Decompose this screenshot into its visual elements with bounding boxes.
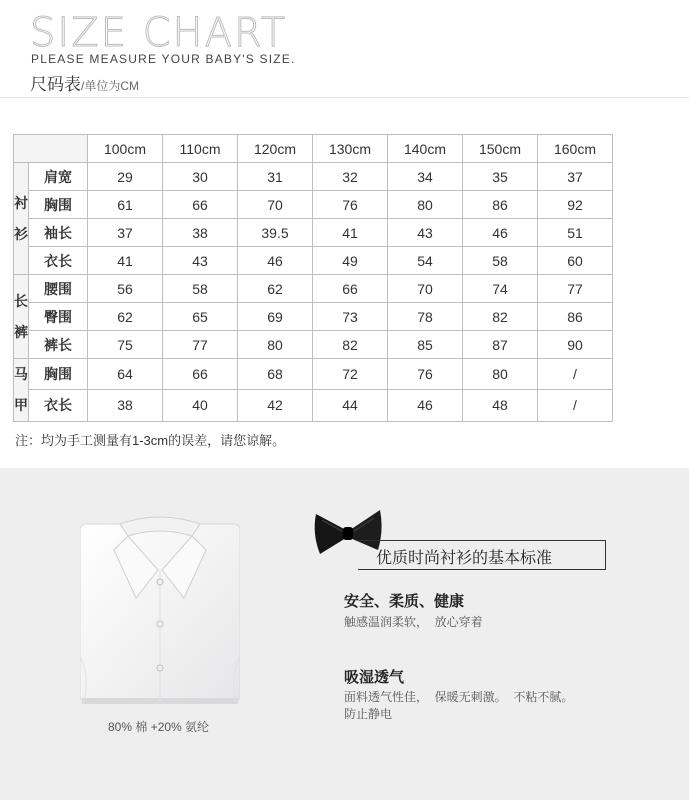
table-corner-cell — [14, 135, 88, 163]
table-header-row — [14, 135, 613, 163]
table-cell: 86 — [538, 303, 613, 331]
table-cell: 39.5 — [238, 219, 313, 247]
column-header: 160cm — [538, 135, 613, 163]
table-cell: 29 — [88, 163, 163, 191]
feature-1-desc: 触感温润柔软， 放心穿着 — [344, 615, 483, 629]
group-label-char: 长 — [14, 292, 28, 309]
table-cell: 73 — [313, 303, 388, 331]
row-label: 袖长 — [29, 219, 88, 247]
group-label-char: 衬 — [14, 194, 28, 211]
table-cell: 41 — [88, 247, 163, 275]
table-cell: 80 — [238, 331, 313, 359]
table-cell: 40 — [163, 390, 238, 421]
group-label — [14, 359, 29, 422]
table-row — [14, 331, 613, 359]
table-cell: 62 — [88, 303, 163, 331]
size-chart-cn-title — [30, 70, 139, 95]
table-cell: 92 — [538, 191, 613, 219]
white-shirt-icon — [80, 506, 240, 704]
table-cell: 61 — [88, 191, 163, 219]
row-label: 肩宽 — [29, 163, 88, 191]
table-cell: 30 — [163, 163, 238, 191]
table-cell: 49 — [313, 247, 388, 275]
table-cell: 78 — [388, 303, 463, 331]
row-label: 腰围 — [29, 275, 88, 303]
group-label — [14, 163, 29, 275]
table-cell: 34 — [388, 163, 463, 191]
table-row — [14, 191, 613, 219]
table-cell: 68 — [238, 359, 313, 390]
table-cell: 46 — [238, 247, 313, 275]
column-header: 110cm — [163, 135, 238, 163]
row-label: 臀围 — [29, 303, 88, 331]
table-cell: 31 — [238, 163, 313, 191]
table-cell: 87 — [463, 331, 538, 359]
table-cell: 38 — [88, 390, 163, 421]
table-row — [14, 359, 613, 390]
table-cell: 48 — [463, 390, 538, 421]
standard-title: 优质时尚衬衫的基本标准 — [376, 550, 553, 567]
table-row — [14, 303, 613, 331]
table-cell: 66 — [163, 191, 238, 219]
column-header: 130cm — [313, 135, 388, 163]
table-cell: 76 — [313, 191, 388, 219]
table-cell: / — [538, 390, 613, 421]
table-cell: 42 — [238, 390, 313, 421]
table-cell: 72 — [313, 359, 388, 390]
table-cell: 46 — [388, 390, 463, 421]
column-header: 150cm — [463, 135, 538, 163]
promo-section — [0, 468, 689, 800]
cn-title-text: 尺码表 — [30, 75, 81, 94]
feature-2-desc: 面料透气性佳， 保暖无刺激。 不粘不腻。 防止静电 — [344, 690, 574, 721]
table-cell: 66 — [313, 275, 388, 303]
size-chart-subtitle: PLEASE MEASURE YOUR BABY'S SIZE. — [31, 52, 296, 66]
table-cell: 69 — [238, 303, 313, 331]
table-cell: 70 — [238, 191, 313, 219]
row-label: 衣长 — [29, 247, 88, 275]
column-header: 100cm — [88, 135, 163, 163]
table-row — [14, 247, 613, 275]
group-label-char: 马 — [14, 366, 28, 382]
group-label-char: 裤 — [14, 323, 28, 340]
table-cell: 58 — [463, 247, 538, 275]
fabric-composition: 80% 棉 +20% 氨纶 — [108, 720, 210, 734]
table-cell: 37 — [88, 219, 163, 247]
measurement-note: 注：均为手工测量有1-3cm的误差，请您谅解。 — [15, 433, 286, 448]
row-label: 裤长 — [29, 331, 88, 359]
table-cell: 41 — [313, 219, 388, 247]
table-cell: / — [538, 359, 613, 390]
table-cell: 44 — [313, 390, 388, 421]
table-cell: 58 — [163, 275, 238, 303]
table-cell: 70 — [388, 275, 463, 303]
table-cell: 32 — [313, 163, 388, 191]
table-cell: 80 — [463, 359, 538, 390]
table-cell: 38 — [163, 219, 238, 247]
table-cell: 46 — [463, 219, 538, 247]
table-cell: 43 — [388, 219, 463, 247]
table-cell: 64 — [88, 359, 163, 390]
table-cell: 56 — [88, 275, 163, 303]
table-cell: 85 — [388, 331, 463, 359]
column-header: 120cm — [238, 135, 313, 163]
table-cell: 77 — [163, 331, 238, 359]
table-cell: 60 — [538, 247, 613, 275]
table-cell: 74 — [463, 275, 538, 303]
column-header: 140cm — [388, 135, 463, 163]
table-row — [14, 390, 613, 421]
size-chart-title: SIZE CHART — [30, 10, 288, 56]
table-cell: 43 — [163, 247, 238, 275]
table-cell: 35 — [463, 163, 538, 191]
row-label: 胸围 — [29, 191, 88, 219]
group-label — [14, 275, 29, 359]
unit-label: /单位为CM — [81, 79, 139, 93]
table-cell: 82 — [463, 303, 538, 331]
row-label: 胸围 — [29, 359, 88, 390]
table-cell: 77 — [538, 275, 613, 303]
row-label: 衣长 — [29, 390, 88, 421]
table-cell: 82 — [313, 331, 388, 359]
table-cell: 80 — [388, 191, 463, 219]
table-row — [14, 219, 613, 247]
table-cell: 86 — [463, 191, 538, 219]
table-cell: 75 — [88, 331, 163, 359]
size-table — [13, 134, 613, 422]
group-label-char: 衫 — [14, 225, 28, 242]
table-cell: 54 — [388, 247, 463, 275]
header-divider — [0, 97, 689, 98]
table-cell: 65 — [163, 303, 238, 331]
feature-1-title: 安全、柔质、健康 — [344, 593, 465, 610]
table-cell: 90 — [538, 331, 613, 359]
group-label-char: 甲 — [14, 396, 28, 413]
table-row — [14, 275, 613, 303]
table-cell: 37 — [538, 163, 613, 191]
table-cell: 76 — [388, 359, 463, 390]
table-row — [14, 163, 613, 191]
table-cell: 66 — [163, 359, 238, 390]
table-cell: 51 — [538, 219, 613, 247]
table-cell: 62 — [238, 275, 313, 303]
feature-2-title: 吸湿透气 — [344, 669, 405, 686]
